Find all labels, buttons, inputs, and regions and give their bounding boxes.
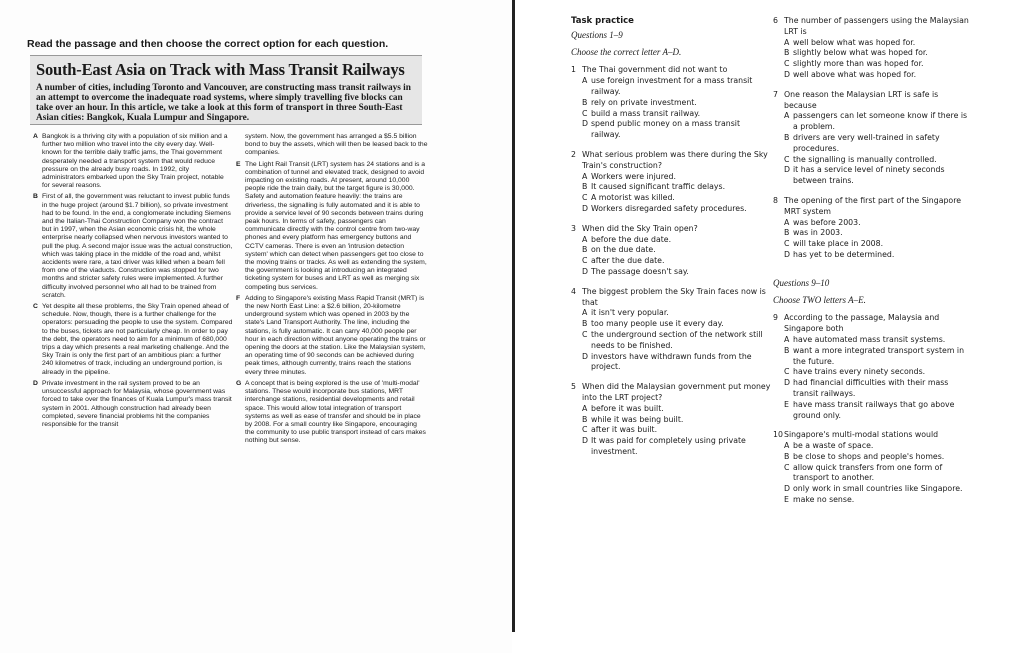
- question-range-2: Questions 9–10: [773, 277, 830, 288]
- option-letter: A: [784, 111, 790, 121]
- option-letter: B: [784, 48, 790, 58]
- question-text: The biggest problem the Sky Train faces now is that: [582, 286, 766, 307]
- option-text: be a waste of space.: [793, 441, 874, 451]
- paragraph-text: A concept that is being explored is the use of 'multi-modal' stations. These would incorporate bus stations, MRT interchange stations, residential developments and retail space. This would allow total integration of transport systems as well as ease of transfer and should be in place by 2008. For a small country like Singapore, encouraging the community to use public transport instead of cars makes nothing but sense.: [245, 379, 426, 445]
- question-stem: [773, 430, 973, 441]
- option-letter: C: [784, 239, 790, 249]
- passage-paragraph: [236, 380, 428, 446]
- task-column-2: [773, 16, 973, 515]
- question-item: [571, 382, 771, 458]
- option-letter: C: [582, 108, 588, 118]
- option-letter: A: [582, 171, 588, 181]
- passage-paragraph: [33, 303, 233, 377]
- paragraph-text: Private investment in the rail system proved to be an unsuccessful approach for Malaysia, whose government was forced to take over the finances of Kuala Lumpur's mass transit system in 2001. Although construction had already been completed, severe financial problems hit the companies responsible for the transit: [42, 379, 232, 428]
- option-letter: B: [582, 245, 588, 255]
- task-column-1: [571, 16, 771, 467]
- answer-option[interactable]: [571, 319, 771, 330]
- option-text: build a mass transit railway.: [591, 108, 701, 118]
- question-item: [571, 224, 771, 278]
- answer-option[interactable]: [571, 436, 771, 458]
- question-stem: [571, 382, 771, 404]
- passage-title: South-East Asia on Track with Mass Transit Railways: [36, 60, 405, 79]
- answer-option[interactable]: [571, 235, 771, 246]
- option-text: A motorist was killed.: [591, 193, 675, 203]
- answer-option[interactable]: [773, 59, 973, 70]
- question-stem: [773, 313, 973, 335]
- answer-option[interactable]: [773, 239, 973, 250]
- question-text: When did the Malaysian government put money into the LRT project?: [582, 382, 771, 402]
- answer-option[interactable]: [773, 441, 973, 452]
- question-stem: [571, 65, 771, 76]
- option-text: allow quick transfers from one form of transport to another.: [793, 462, 943, 483]
- option-letter: D: [582, 119, 589, 129]
- task-heading: Task practice: [571, 16, 634, 26]
- passage-paragraph: [33, 133, 233, 190]
- option-text: will take place in 2008.: [793, 239, 884, 249]
- option-text: rely on private investment.: [591, 97, 697, 107]
- option-letter: B: [784, 228, 790, 238]
- option-letter: C: [582, 256, 588, 266]
- option-text: Workers disregarded safety procedures.: [591, 203, 747, 213]
- question-stem: [773, 196, 973, 218]
- question-number: 5: [571, 382, 576, 392]
- option-letter: E: [784, 399, 789, 409]
- option-letter: D: [784, 165, 791, 175]
- question-text: The number of passengers using the Malaysian LRT is: [784, 16, 969, 36]
- option-letter: B: [582, 97, 588, 107]
- question-range-1: Questions 1–9: [571, 29, 623, 40]
- answer-option[interactable]: [571, 204, 771, 215]
- option-letter: E: [784, 495, 789, 505]
- option-letter: A: [784, 441, 790, 451]
- paragraph-text: Yet despite all these problems, the Sky Train opened ahead of schedule. Now, though, there is a further challenge for the operators: persuading the people to use the system. Compared to the buses, tickets are not particularly cheap. In order to pay the debt, the operators need to aim for a minimum of 680,000 trips a day which presents a real marketing challenge. And the Sky Train is only the first part of an ambitious plan: a further 240 kilometres of track, including an underground portion, is already in the pipeline.: [42, 303, 233, 376]
- answer-option[interactable]: [773, 400, 973, 422]
- option-text: was before 2003.: [793, 217, 861, 227]
- option-text: use foreign investment for a mass transit railway.: [591, 76, 753, 96]
- question-text: According to the passage, Malaysia and Singapore both: [784, 313, 940, 334]
- option-text: before the due date.: [591, 234, 672, 244]
- option-text: well above what was hoped for.: [793, 69, 917, 79]
- option-text: after the due date.: [591, 256, 665, 266]
- answer-option[interactable]: [571, 308, 771, 319]
- answer-option[interactable]: [571, 172, 771, 183]
- question-instruction-1: Choose the correct letter A–D.: [571, 46, 682, 57]
- passage-column-1: [33, 133, 233, 432]
- passage-paragraph: [33, 193, 233, 300]
- passage-paragraph: [33, 380, 233, 429]
- passage-paragraph: [236, 161, 428, 292]
- answer-option[interactable]: [571, 330, 771, 352]
- question-item: [773, 196, 973, 261]
- option-text: only work in small countries like Singapore.: [793, 484, 963, 494]
- option-letter: A: [582, 403, 588, 413]
- option-text: it isn't very popular.: [591, 308, 669, 318]
- option-text: the signalling is manually controlled.: [793, 154, 937, 164]
- passage-instruction: Read the passage and then choose the correct option for each question.: [27, 38, 389, 50]
- answer-option[interactable]: [773, 218, 973, 229]
- paragraph-text: Bangkok is a thriving city with a population of six million and a further two million who travel into the city every day. Well-known for the terrible daily traffic jams, the Thai government desperately needed a transport system that would reduce pressure on the already busy roads. In 1992, city administrators embarked upon the Sky Train project, notable for several reasons.: [42, 133, 228, 190]
- question-item: [773, 90, 973, 187]
- option-letter: B: [582, 414, 588, 424]
- option-text: have trains every ninety seconds.: [793, 367, 926, 377]
- question-instruction-2: Choose TWO letters A–E.: [773, 294, 866, 305]
- answer-option[interactable]: [773, 250, 973, 261]
- option-letter: A: [582, 308, 588, 318]
- answer-option[interactable]: [773, 70, 973, 81]
- option-letter: C: [784, 367, 790, 377]
- option-letter: B: [784, 345, 790, 355]
- option-text: too many people use it every day.: [591, 319, 724, 329]
- option-text: Workers were injured.: [591, 171, 676, 181]
- answer-option[interactable]: [773, 165, 973, 187]
- option-letter: C: [582, 329, 588, 339]
- option-text: the underground section of the network still needs to be finished.: [591, 329, 763, 350]
- answer-option[interactable]: [571, 404, 771, 415]
- option-letter: A: [582, 234, 588, 244]
- answer-option[interactable]: [773, 335, 973, 346]
- question-number: 6: [773, 16, 778, 25]
- question-text: What serious problem was there during the Sky Train's construction?: [582, 149, 768, 170]
- paragraph-letter: D: [33, 379, 38, 387]
- option-text: slightly below what was hoped for.: [793, 48, 928, 58]
- answer-option[interactable]: [773, 484, 973, 495]
- question-item: [773, 16, 973, 81]
- question-stem: [773, 90, 973, 112]
- option-text: It caused significant traffic delays.: [591, 182, 726, 192]
- answer-option[interactable]: [571, 98, 771, 109]
- question-text: Singapore's multi-modal stations would: [784, 430, 939, 440]
- paragraph-text: The Light Rail Transit (LRT) system has 24 stations and is a combination of tunnel and elevated track, designed to avoid impacting on existing roads. At present, around 10,000 people ride the train daily, but the target figure is 30,000. Safety and automation feature heavily: the trains are driverless, the signalling is fully automated and it is able to provide a service level of 90 seconds between trains during peak hours. In terms of safety, passengers can communicate directly with the control centre from two-way phones and every platform has emergency buttons and CCTV cameras. There is even an 'intrusion detection system' which can detect when passengers get too close to the moving trains or tracks. As well as extending the system, the government is looking at introducing an integrated ticketing system for buses and LRT as well as merging six competing bus services.: [245, 160, 427, 291]
- question-stem: [571, 224, 771, 235]
- answer-option[interactable]: [571, 119, 771, 141]
- paragraph-letter: A: [33, 133, 38, 140]
- question-stem: [571, 287, 771, 309]
- question-number: 10: [773, 430, 783, 440]
- option-letter: D: [582, 436, 589, 446]
- answer-option[interactable]: [571, 193, 771, 204]
- answer-option[interactable]: [571, 256, 771, 267]
- answer-option[interactable]: [571, 76, 771, 98]
- option-letter: C: [784, 462, 790, 472]
- answer-option[interactable]: [773, 228, 973, 239]
- answer-option[interactable]: [571, 415, 771, 426]
- question-number: 4: [571, 286, 576, 296]
- option-text: was in 2003.: [793, 228, 843, 238]
- option-text: on the due date.: [591, 245, 656, 255]
- option-letter: D: [784, 249, 791, 259]
- question-text: The opening of the first part of the Singapore MRT system: [784, 195, 962, 216]
- option-text: had financial difficulties with their mass transit railways.: [793, 378, 949, 398]
- question-number: 2: [571, 149, 576, 159]
- question-item: [773, 313, 973, 421]
- option-letter: D: [582, 351, 589, 361]
- option-text: want a more integrated transport system in the future.: [793, 345, 965, 366]
- option-letter: D: [582, 203, 589, 213]
- question-number: 9: [773, 313, 778, 323]
- option-letter: B: [784, 451, 790, 461]
- question-item: [571, 150, 771, 215]
- answer-option[interactable]: [773, 495, 973, 506]
- task-page: [515, 0, 1024, 653]
- answer-option[interactable]: [571, 352, 771, 374]
- question-item: [571, 65, 771, 141]
- question-item: [571, 287, 771, 373]
- option-text: while it was being built.: [591, 414, 684, 424]
- answer-option[interactable]: [571, 182, 771, 193]
- question-number: 7: [773, 89, 778, 99]
- question-text: The Thai government did not want to: [582, 65, 728, 75]
- option-letter: C: [784, 59, 790, 69]
- option-letter: C: [582, 425, 588, 435]
- title-box: [30, 55, 422, 125]
- option-text: have automated mass transit systems.: [793, 334, 946, 344]
- option-letter: C: [582, 193, 588, 203]
- option-text: well below what was hoped for.: [793, 37, 916, 47]
- option-text: be close to shops and people's homes.: [793, 451, 945, 461]
- answer-option[interactable]: [773, 463, 973, 485]
- question-stem: [571, 150, 771, 172]
- option-letter: C: [784, 154, 790, 164]
- answer-option[interactable]: [571, 245, 771, 256]
- option-text: it has a service level of ninety seconds between trains.: [793, 165, 945, 186]
- paragraph-letter: F: [236, 294, 241, 302]
- option-letter: D: [784, 378, 791, 388]
- option-text: investors have withdrawn funds from the project.: [591, 351, 752, 372]
- option-letter: B: [582, 319, 588, 329]
- paragraph-text: system. Now, the government has arranged a $5.5 billion bond to buy the assets, which will then be leased back to the companies.: [245, 133, 428, 157]
- answer-option[interactable]: [571, 109, 771, 120]
- paragraph-letter: G: [236, 379, 242, 387]
- answer-option[interactable]: [773, 133, 973, 155]
- option-letter: A: [784, 37, 790, 47]
- answer-option[interactable]: [773, 367, 973, 378]
- answer-option[interactable]: [773, 48, 973, 59]
- passage-column-2: [236, 133, 428, 449]
- question-stem: [773, 16, 973, 38]
- option-text: drivers are very well-trained in safety procedures.: [793, 132, 940, 153]
- option-letter: D: [582, 266, 589, 276]
- paragraph-letter: C: [33, 303, 38, 311]
- option-letter: A: [784, 217, 790, 227]
- option-text: spend public money on a mass transit railway.: [591, 119, 741, 140]
- answer-option[interactable]: [773, 155, 973, 166]
- question-number: 1: [571, 65, 576, 75]
- option-letter: B: [784, 132, 790, 142]
- option-letter: D: [784, 484, 791, 494]
- option-letter: A: [784, 334, 790, 344]
- answer-option[interactable]: [571, 267, 771, 278]
- passage-subtitle: A number of cities, including Toronto and Vancouver, are constructing mass transit railways in an attempt to overcome the inadequate road systems, where simply travelling five blocks can take over an hour. In this article, we take a look at this form of transport in three South-East Asian cities: Bangkok, Kuala Lumpur and Singapore.: [36, 83, 411, 123]
- question-text: When did the Sky Train open?: [582, 223, 698, 233]
- option-text: passengers can let someone know if there is a problem.: [793, 111, 968, 132]
- paragraph-letter: B: [33, 193, 38, 201]
- paragraph-letter: E: [236, 160, 241, 168]
- option-text: have mass transit railways that go above ground only.: [793, 399, 955, 420]
- option-text: The passage doesn't say.: [591, 266, 689, 276]
- option-text: has yet to be determined.: [793, 249, 895, 259]
- answer-option[interactable]: [773, 346, 973, 368]
- answer-option[interactable]: [571, 425, 771, 436]
- answer-option[interactable]: [773, 111, 973, 133]
- option-text: make no sense.: [793, 495, 855, 505]
- question-number: 3: [571, 223, 576, 233]
- passage-paragraph: [236, 295, 428, 377]
- answer-option[interactable]: [773, 378, 973, 400]
- question-text: One reason the Malaysian LRT is safe is because: [784, 89, 939, 110]
- option-text: before it was built.: [591, 403, 664, 413]
- option-text: slightly more than was hoped for.: [793, 59, 924, 69]
- question-number: 8: [773, 195, 778, 205]
- passage-paragraph: [236, 133, 428, 158]
- option-text: It was paid for completely using private investment.: [591, 436, 746, 456]
- question-item: [773, 430, 973, 506]
- option-text: after it was built.: [591, 425, 658, 435]
- option-letter: B: [582, 182, 588, 192]
- option-letter: D: [784, 69, 791, 79]
- paragraph-text: First of all, the government was reluctant to invest public funds in the huge project (around $1.7 billion), so private investment had to be found. In the end, a conglomerate including Siemens and the Italian-Thai Construction Company won the contract but in 1997, when the Asian economic crisis hit, the whole enterprise nearly collapsed when nervous investors wanted to pull the plug. A second major issue was the actual construction, which was taking place in the middle of the road and, whilst accidents were rare, a taxi driver was killed when a beam fell from one of the viaducts. Construction was stopped for two months and stricter safety rules were implemented. A further difficulty involved personnel who all had to be trained from scratch.: [42, 193, 233, 299]
- answer-option[interactable]: [773, 38, 973, 49]
- option-letter: A: [582, 76, 588, 86]
- paragraph-text: Adding to Singapore's existing Mass Rapid Transit (MRT) is the new North East Line: a $2.6 billion, 20-kilometre underground system which was opened in 2003 by the state's Land Transport Authority. The line, including the stations, is fully automatic. It can carry 40,000 people per hour in each direction without anyone operating the trains or opening the doors at the station. Like the Malaysian system, an operating time of 90 seconds can be achieved during peak times, although currently, trains reach the stations every three minutes.: [245, 294, 426, 376]
- answer-option[interactable]: [773, 452, 973, 463]
